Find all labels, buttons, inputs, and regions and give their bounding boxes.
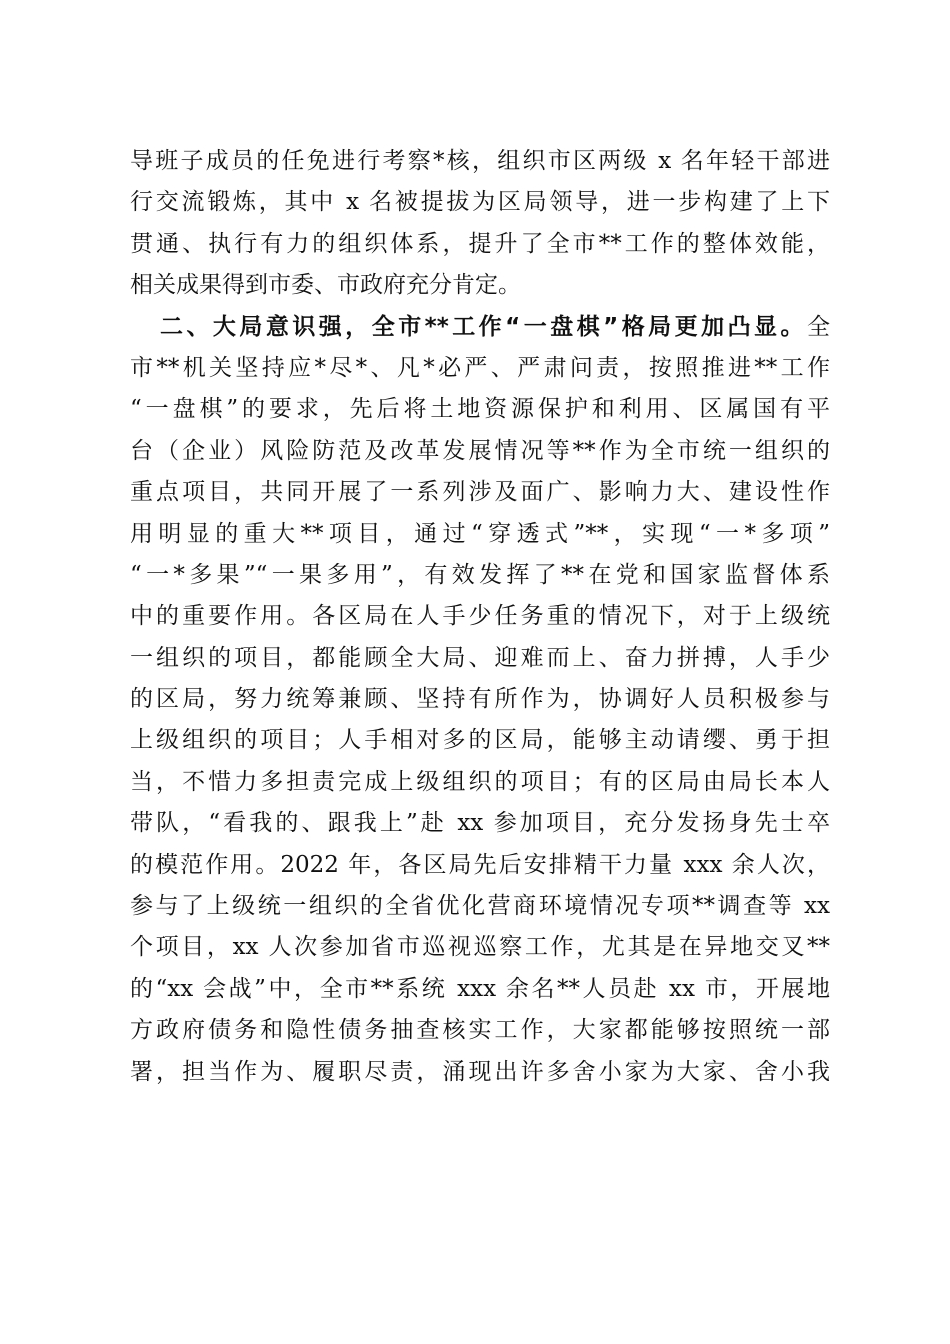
text-line	[130, 307, 830, 348]
text-line: 相关成果得到市委、市政府充分肯定。	[130, 272, 521, 299]
heading-line-continuation: 全	[807, 313, 830, 340]
text-line: 方政府债务和隐性债务抽查核实工作，大家都能够按照统一部	[130, 1017, 830, 1044]
text-line: “一盘棋”的要求，先后将土地资源保护和利用、区属国有平	[130, 396, 830, 423]
text-line: 的“xx 会战”中，全市**系统 xxx 余名**人员赴 xx 市，开展地	[130, 975, 830, 1002]
text-line: 导班子成员的任免进行考察*核，组织市区两级 x 名年轻干部进	[130, 148, 830, 174]
text-line: 台（企业）风险防范及改革发展情况等**作为全市统一组织的	[130, 437, 830, 464]
text-line: 当，不惜力多担责完成上级组织的项目；有的区局由局长本人	[130, 768, 830, 795]
text-line: 署，担当作为、履职尽责，涌现出许多舍小家为大家、舍小我	[130, 1058, 830, 1085]
text-line: 的区局，努力统筹兼顾、坚持有所作为，协调好人员积极参与	[130, 686, 830, 713]
section-heading: 二、大局意识强，全市**工作“一盘棋”格局更加凸显。	[160, 313, 807, 340]
paragraph-2	[130, 307, 830, 1093]
body-text	[130, 141, 830, 1093]
text-line: 的模范作用。2022 年，各区局先后安排精干力量 xxx 余人次，	[130, 851, 830, 878]
text-line: 个项目，xx 人次参加省市巡视巡察工作，尤其是在异地交叉**	[130, 934, 830, 961]
paragraph-1	[130, 141, 830, 307]
text-line: 行交流锻炼，其中 x 名被提拔为区局领导，进一步构建了上下	[130, 189, 830, 216]
text-line: 一组织的项目，都能顾全大局、迎难而上、奋力拼搏，人手少	[130, 644, 830, 671]
text-line: “一*多果”“一果多用”，有效发挥了**在党和国家监督体系	[130, 561, 830, 588]
text-line: 带队，“看我的、跟我上”赴 xx 参加项目，充分发扬身先士卒	[130, 810, 830, 837]
text-line: 参与了上级统一组织的全省优化营商环境情况专项**调查等 xx	[130, 893, 830, 920]
text-line: 市**机关坚持应*尽*、凡*必严、严肃问责，按照推进**工作	[130, 354, 830, 381]
text-line: 用明显的重大**项目，通过“穿透式”**，实现“一*多项”	[130, 520, 830, 547]
text-line: 上级组织的项目；人手相对多的区局，能够主动请缨、勇于担	[130, 727, 830, 754]
text-line: 中的重要作用。各区局在人手少任务重的情况下，对于上级统	[130, 603, 830, 630]
text-line: 贯通、执行有力的组织体系，提升了全市**工作的整体效能，	[130, 230, 830, 257]
text-line: 重点项目，共同开展了一系列涉及面广、影响力大、建设性作	[130, 479, 830, 506]
